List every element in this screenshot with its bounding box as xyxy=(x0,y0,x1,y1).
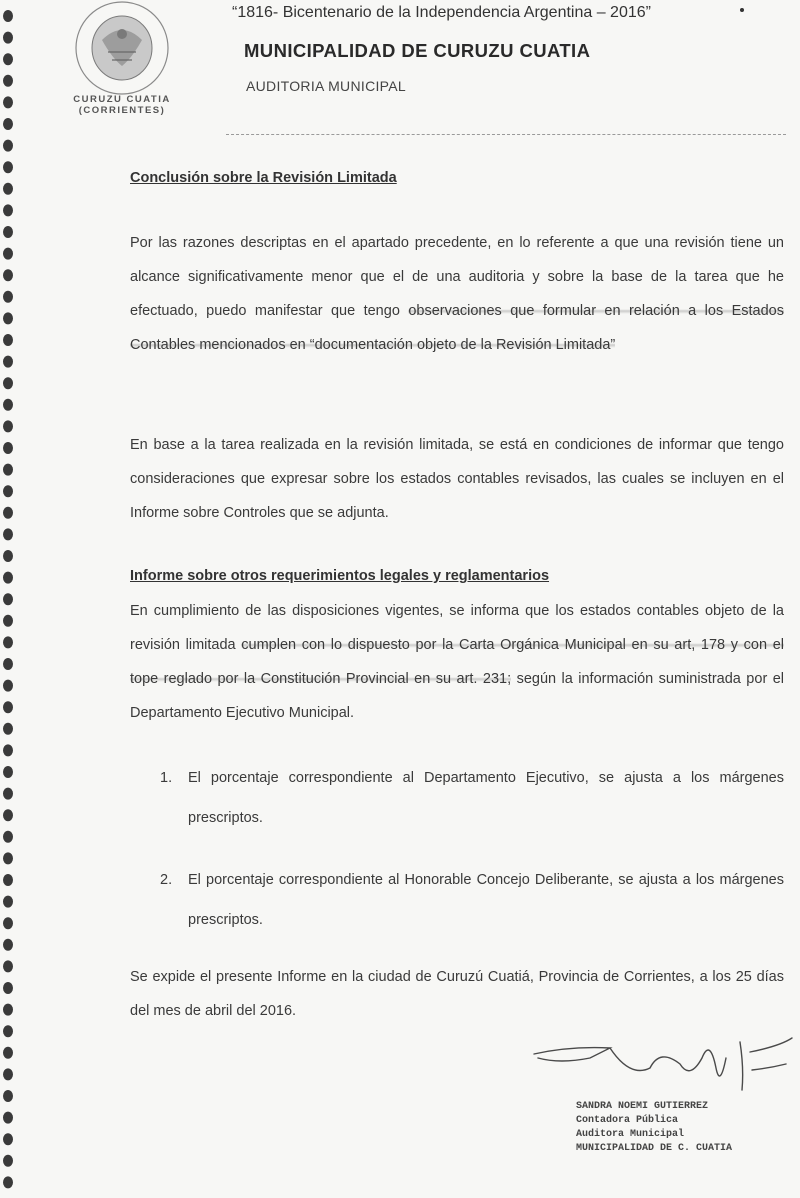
signer-block xyxy=(576,1100,736,1156)
binder-hole xyxy=(3,291,13,303)
binder-hole xyxy=(3,96,13,108)
binder-hole xyxy=(3,593,13,605)
binder-hole xyxy=(3,852,13,864)
binder-hole xyxy=(3,1004,13,1016)
section-heading-conclusion: Conclusión sobre la Revisión Limitada xyxy=(130,170,397,186)
seal-caption xyxy=(62,94,182,116)
paragraph-compliance-text: En cumplimiento de las disposiciones vigentes, se informa que los estados contables objeto de la revisión limitada xyxy=(130,603,784,653)
binder-hole xyxy=(3,1047,13,1059)
binder-hole xyxy=(3,766,13,778)
binder-hole xyxy=(3,917,13,929)
binder-hole xyxy=(3,420,13,432)
binder-hole xyxy=(3,788,13,800)
binder-hole xyxy=(3,269,13,281)
signer-name: SANDRA NOEMI GUTIERREZ xyxy=(576,1101,709,1112)
binder-hole xyxy=(3,1155,13,1167)
binder-hole xyxy=(3,831,13,843)
binder-hole xyxy=(3,10,13,22)
binder-hole xyxy=(3,1133,13,1145)
paragraph-conclusion-text: Por las razones descriptas en el apartado precedente, en lo referente a que una revisión tiene un alcance significativamente menor que el de una auditoria y sobre la base de la tarea que he efectuado, puedo manifestar que tengo xyxy=(130,235,784,319)
stray-mark xyxy=(740,8,744,12)
paragraph-compliance xyxy=(130,594,784,730)
highlighted-observations: observaciones que formular en relación a los Estados Contables mencionados en “documentación objeto de la Revisión Limitada” xyxy=(130,303,784,353)
binder-hole xyxy=(3,636,13,648)
section-heading-legal: Informe sobre otros requerimientos legales y reglamentarios xyxy=(130,568,550,584)
paragraph-closing: Se expide el presente Informe en la ciudad de Curuzú Cuatiá, Provincia de Corrientes, a los 25 días del mes de abril del 2016. xyxy=(130,969,784,1019)
binder-hole xyxy=(3,896,13,908)
list-text: El porcentaje correspondiente al Departamento Ejecutivo, se ajusta a los márgenes prescriptos. xyxy=(188,770,784,826)
seal-line-1: CURUZU CUATIA xyxy=(73,94,171,105)
highlighted-compliance: cumplen con lo dispuesto por la Carta Orgánica Municipal en su art, 178 y con el tope reglado por la Constitución Provincial en su art. 231; xyxy=(130,637,784,687)
binder-hole xyxy=(3,312,13,324)
binder-hole xyxy=(3,680,13,692)
binder-holes xyxy=(0,0,22,1198)
binder-hole xyxy=(3,1176,13,1188)
signer-organization: MUNICIPALIDAD DE C. CUATIA xyxy=(576,1143,733,1154)
binder-hole xyxy=(3,442,13,454)
binder-hole xyxy=(3,723,13,735)
header-divider xyxy=(226,134,786,135)
binder-hole xyxy=(3,658,13,670)
binder-hole xyxy=(3,53,13,65)
binder-hole xyxy=(3,1112,13,1124)
binder-hole xyxy=(3,399,13,411)
list-text: El porcentaje correspondiente al Honorable Concejo Deliberante, se ajusta a los márgenes prescriptos. xyxy=(188,872,784,928)
binder-hole xyxy=(3,464,13,476)
list-number: 2. xyxy=(160,872,173,888)
list-item xyxy=(160,758,784,838)
binder-hole xyxy=(3,701,13,713)
paragraph-conclusion xyxy=(130,226,784,362)
binder-hole xyxy=(3,248,13,260)
list-item xyxy=(160,860,784,940)
binder-hole xyxy=(3,615,13,627)
binder-hole xyxy=(3,334,13,346)
binder-hole xyxy=(3,32,13,44)
municipality-title: MUNICIPALIDAD DE CURUZU CUATIA xyxy=(244,40,591,61)
signer-role: Auditora Municipal xyxy=(576,1129,685,1140)
list-number: 1. xyxy=(160,770,173,786)
binder-hole xyxy=(3,550,13,562)
binder-hole xyxy=(3,204,13,216)
binder-hole xyxy=(3,118,13,130)
binder-hole xyxy=(3,982,13,994)
binder-hole xyxy=(3,75,13,87)
department-subtitle: AUDITORIA MUNICIPAL xyxy=(246,78,406,94)
binder-hole xyxy=(3,226,13,238)
seal-line-2: (CORRIENTES) xyxy=(78,105,166,116)
bicentennial-motto: “1816- Bicentenario de la Independencia Argentina – 2016” xyxy=(232,4,651,21)
handwritten-signature xyxy=(530,1028,800,1098)
binder-hole xyxy=(3,1068,13,1080)
binder-hole xyxy=(3,140,13,152)
binder-hole xyxy=(3,572,13,584)
paragraph-considerations: En base a la tarea realizada en la revisión limitada, se está en condiciones de informar que tengo consideraciones que expresar sobre los estados contables revisados, las cuales se incluyen en el Informe sobre Controles que se adjunta. xyxy=(130,437,784,521)
binder-hole xyxy=(3,485,13,497)
binder-hole xyxy=(3,744,13,756)
binder-hole xyxy=(3,377,13,389)
binder-hole xyxy=(3,507,13,519)
signer-title: Contadora Pública xyxy=(576,1115,679,1126)
binder-hole xyxy=(3,183,13,195)
binder-hole xyxy=(3,1025,13,1037)
paragraph-compliance-tail: según la información suministrada por el Departamento Ejecutivo Municipal. xyxy=(130,671,784,721)
binder-hole xyxy=(3,356,13,368)
binder-hole xyxy=(3,939,13,951)
binder-hole xyxy=(3,1090,13,1102)
binder-hole xyxy=(3,960,13,972)
binder-hole xyxy=(3,528,13,540)
binder-hole xyxy=(3,809,13,821)
binder-hole xyxy=(3,161,13,173)
binder-hole xyxy=(3,874,13,886)
